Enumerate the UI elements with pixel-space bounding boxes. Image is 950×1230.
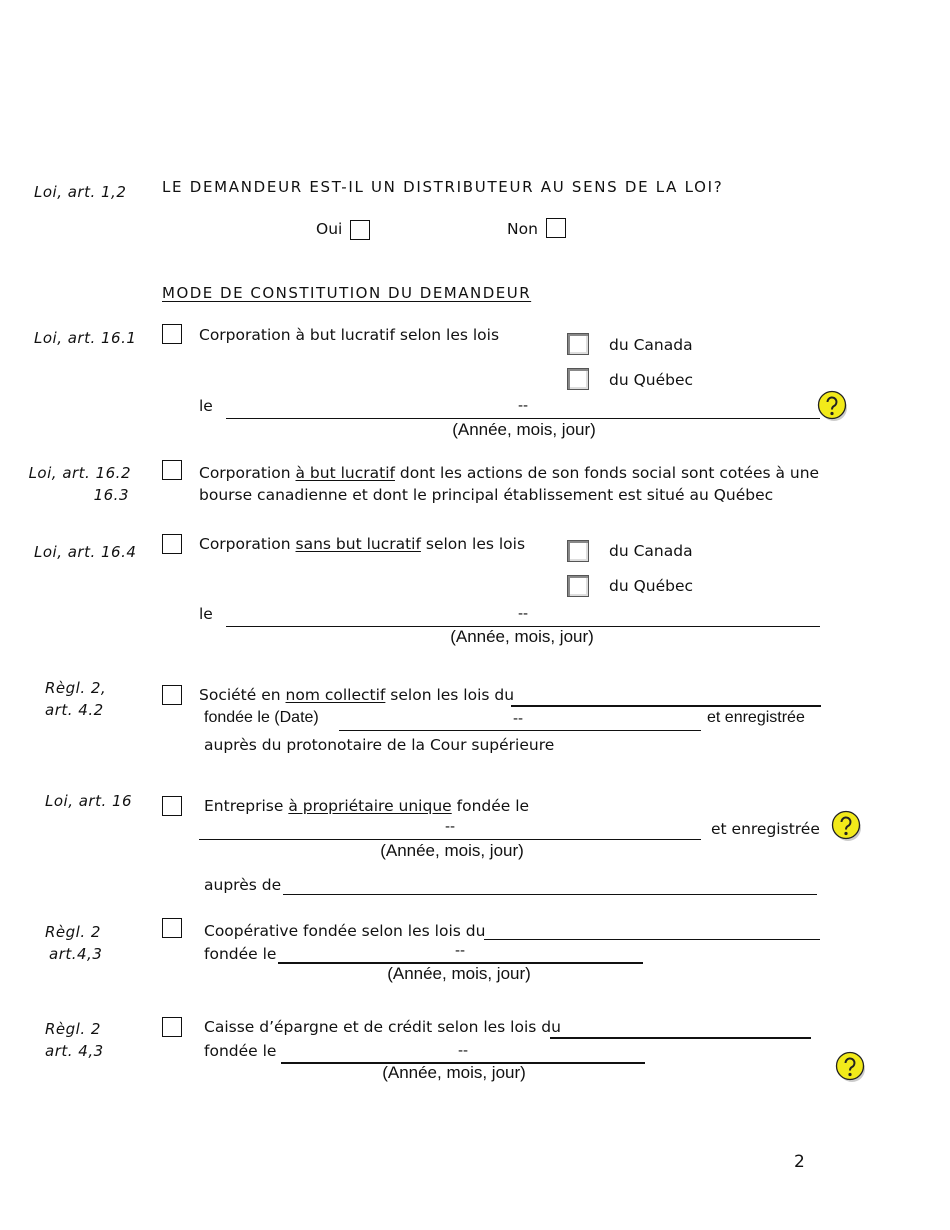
oui-label: Oui: [316, 220, 343, 238]
opt4-et-enregistree-label: et enregistrée: [707, 709, 805, 726]
ref-art-4-2: art. 4.2: [45, 701, 104, 719]
page-number: 2: [794, 1152, 805, 1172]
opt1-quebec-label: du Québec: [609, 371, 694, 389]
corporation-bourse-checkbox[interactable]: [162, 460, 182, 480]
ref-regl-2-b: Règl. 2: [45, 923, 101, 941]
opt3-canada-checkbox[interactable]: [567, 540, 589, 562]
opt6-date-hint: (Année, mois, jour): [387, 964, 531, 983]
opt7-fondee-le-label: fondée le: [204, 1042, 277, 1060]
caisse-epargne-checkbox[interactable]: [162, 1017, 182, 1037]
opt3-canada-label: du Canada: [609, 542, 693, 560]
opt3-quebec-checkbox[interactable]: [567, 575, 589, 597]
opt7-date-value: --: [457, 1043, 469, 1059]
non-checkbox[interactable]: [546, 218, 566, 238]
question-distributeur: LE DEMANDEUR EST-IL UN DISTRIBUTEUR AU SENS DE LA LOI?: [162, 178, 724, 196]
opt1-date-hint: (Année, mois, jour): [452, 420, 596, 439]
ref-loi-art-16-1: Loi, art. 16.1: [34, 329, 137, 347]
opt1-quebec-checkbox[interactable]: [567, 368, 589, 390]
entreprise-unique-label: Entreprise à propriétaire unique fondée le: [204, 797, 530, 815]
ref-loi-art-16-2: Loi, art. 16.2: [28, 464, 131, 482]
opt5-date-field[interactable]: [199, 839, 701, 840]
oui-checkbox[interactable]: [350, 220, 370, 240]
help-icon[interactable]: [817, 390, 849, 422]
non-label: Non: [507, 220, 538, 238]
opt4-date-field[interactable]: [339, 730, 701, 731]
corporation-lucratif-checkbox[interactable]: [162, 324, 182, 344]
opt3-date-value: --: [517, 606, 529, 622]
opt6-lois-du-field[interactable]: [484, 939, 820, 940]
caisse-epargne-label: Caisse d’épargne et de crédit selon les lois du: [204, 1018, 561, 1036]
ref-art-4-3-b: art. 4,3: [45, 1042, 104, 1060]
corporation-lucratif-label: Corporation à but lucratif selon les lois: [199, 326, 500, 344]
help-icon[interactable]: [831, 810, 863, 842]
corporation-bourse-label: Corporation à but lucratif dont les actions de son fonds social sont cotées à une: [199, 464, 820, 482]
ref-art-4-3: art.4,3: [49, 945, 103, 963]
opt1-canada-checkbox[interactable]: [567, 333, 589, 355]
opt5-date-hint: (Année, mois, jour): [380, 841, 524, 860]
opt7-lois-du-field[interactable]: [550, 1037, 811, 1039]
opt6-date-value: --: [454, 943, 466, 959]
opt5-et-enregistree-label: et enregistrée: [711, 820, 820, 838]
ref-loi-art-16-4: Loi, art. 16.4: [34, 543, 137, 561]
opt7-date-hint: (Année, mois, jour): [382, 1063, 526, 1082]
opt1-date-value: --: [517, 398, 529, 414]
opt1-date-field[interactable]: [226, 418, 820, 419]
opt3-quebec-label: du Québec: [609, 577, 694, 595]
ref-loi-art-16: Loi, art. 16: [45, 792, 133, 810]
opt3-date-hint: (Année, mois, jour): [450, 627, 594, 646]
opt4-lois-du-field[interactable]: [511, 705, 821, 707]
opt5-aupres-de-label: auprès de: [204, 876, 282, 894]
corporation-bourse-label-2: bourse canadienne et dont le principal établissement est situé au Québec: [199, 486, 774, 504]
cooperative-checkbox[interactable]: [162, 918, 182, 938]
ref-16-3: 16.3: [93, 486, 129, 504]
corporation-sans-but-label: Corporation sans but lucratif selon les lois: [199, 535, 526, 553]
cooperative-label: Coopérative fondée selon les lois du: [204, 922, 486, 940]
societe-nom-collectif-checkbox[interactable]: [162, 685, 182, 705]
opt6-fondee-le-label: fondée le: [204, 945, 277, 963]
opt5-date-value: --: [444, 819, 456, 835]
opt4-protonotaire-label: auprès du protonotaire de la Cour supérieure: [204, 736, 555, 754]
opt3-le-label: le: [199, 605, 213, 623]
opt1-le-label: le: [199, 397, 213, 415]
entreprise-unique-checkbox[interactable]: [162, 796, 182, 816]
ref-regl-2-c: Règl. 2: [45, 1020, 101, 1038]
ref-loi-art-1-2: Loi, art. 1,2: [34, 183, 127, 201]
opt4-fondee-le-date-label: fondée le (Date): [204, 709, 319, 726]
societe-nom-collectif-label: Société en nom collectif selon les lois du: [199, 686, 515, 704]
help-icon[interactable]: [835, 1051, 867, 1083]
ref-regl-2: Règl. 2,: [45, 679, 107, 697]
opt5-aupres-de-field[interactable]: [283, 894, 817, 895]
corporation-sans-but-checkbox[interactable]: [162, 534, 182, 554]
opt4-date-value: --: [512, 711, 524, 727]
opt1-canada-label: du Canada: [609, 336, 693, 354]
section-title: MODE DE CONSTITUTION DU DEMANDEUR: [162, 284, 532, 302]
